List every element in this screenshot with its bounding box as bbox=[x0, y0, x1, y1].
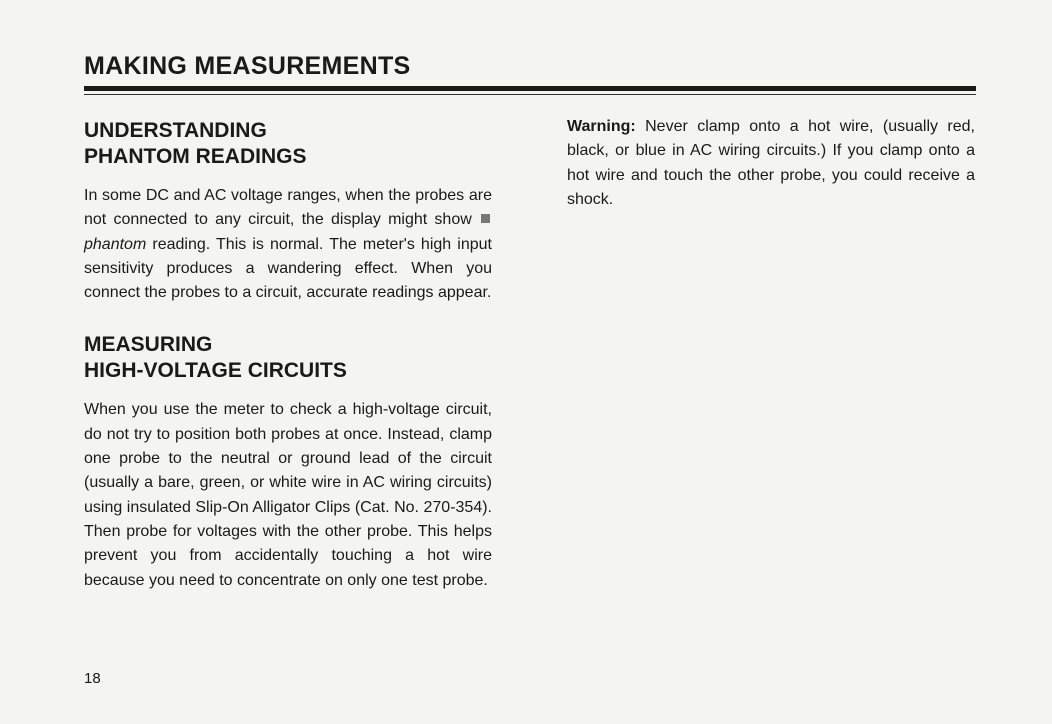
paragraph-text-end: reading. This is normal. The meter's high input sensitivity produces a wandering effect. When you connect the probes to a circuit, accurate readings appear. bbox=[84, 235, 492, 302]
section-heading-phantom-readings bbox=[84, 118, 492, 170]
page-title: MAKING MEASUREMENTS bbox=[84, 52, 411, 80]
paragraph-text-start: In some DC and AC voltage ranges, when the probes are not connected to any circuit, the display might show bbox=[84, 187, 492, 229]
heading-line: HIGH-VOLTAGE CIRCUITS bbox=[84, 359, 347, 383]
warning-label: Warning: bbox=[567, 118, 636, 135]
phantom-readings-paragraph bbox=[84, 184, 492, 305]
heading-line: UNDERSTANDING bbox=[84, 119, 267, 142]
phantom-word: phantom bbox=[84, 235, 147, 253]
section-heading-high-voltage bbox=[84, 332, 492, 384]
section-high-voltage bbox=[84, 332, 492, 592]
right-column bbox=[567, 115, 975, 212]
section-phantom-readings bbox=[84, 118, 492, 305]
header-rule-thin bbox=[84, 94, 976, 95]
page-number: 18 bbox=[84, 670, 101, 687]
warning-text: Never clamp onto a hot wire, (usually red, black, or blue in AC wiring circuits.) If you clamp onto a hot wire and touch the other probe, you could receive a shock. bbox=[567, 118, 975, 208]
warning-paragraph bbox=[567, 115, 975, 212]
header-rule-thick bbox=[84, 86, 976, 91]
left-column bbox=[84, 118, 492, 593]
high-voltage-paragraph: When you use the meter to check a high-voltage circuit, do not try to position both probes at once. Instead, clamp one probe to the neutral or ground lead of the circuit (usually a bare, green, or white wire in AC wiring circuits) using insulated Slip-On Alligator Clips (Cat. No. 270-354). Then probe for voltages with the other probe. This helps prevent you from accidentally touching a hot wire because you need to concentrate on only one test probe. bbox=[84, 401, 492, 589]
heading-line: PHANTOM READINGS bbox=[84, 145, 307, 168]
phantom-segment-icon bbox=[481, 214, 490, 223]
heading-line: MEASURING bbox=[84, 333, 213, 357]
